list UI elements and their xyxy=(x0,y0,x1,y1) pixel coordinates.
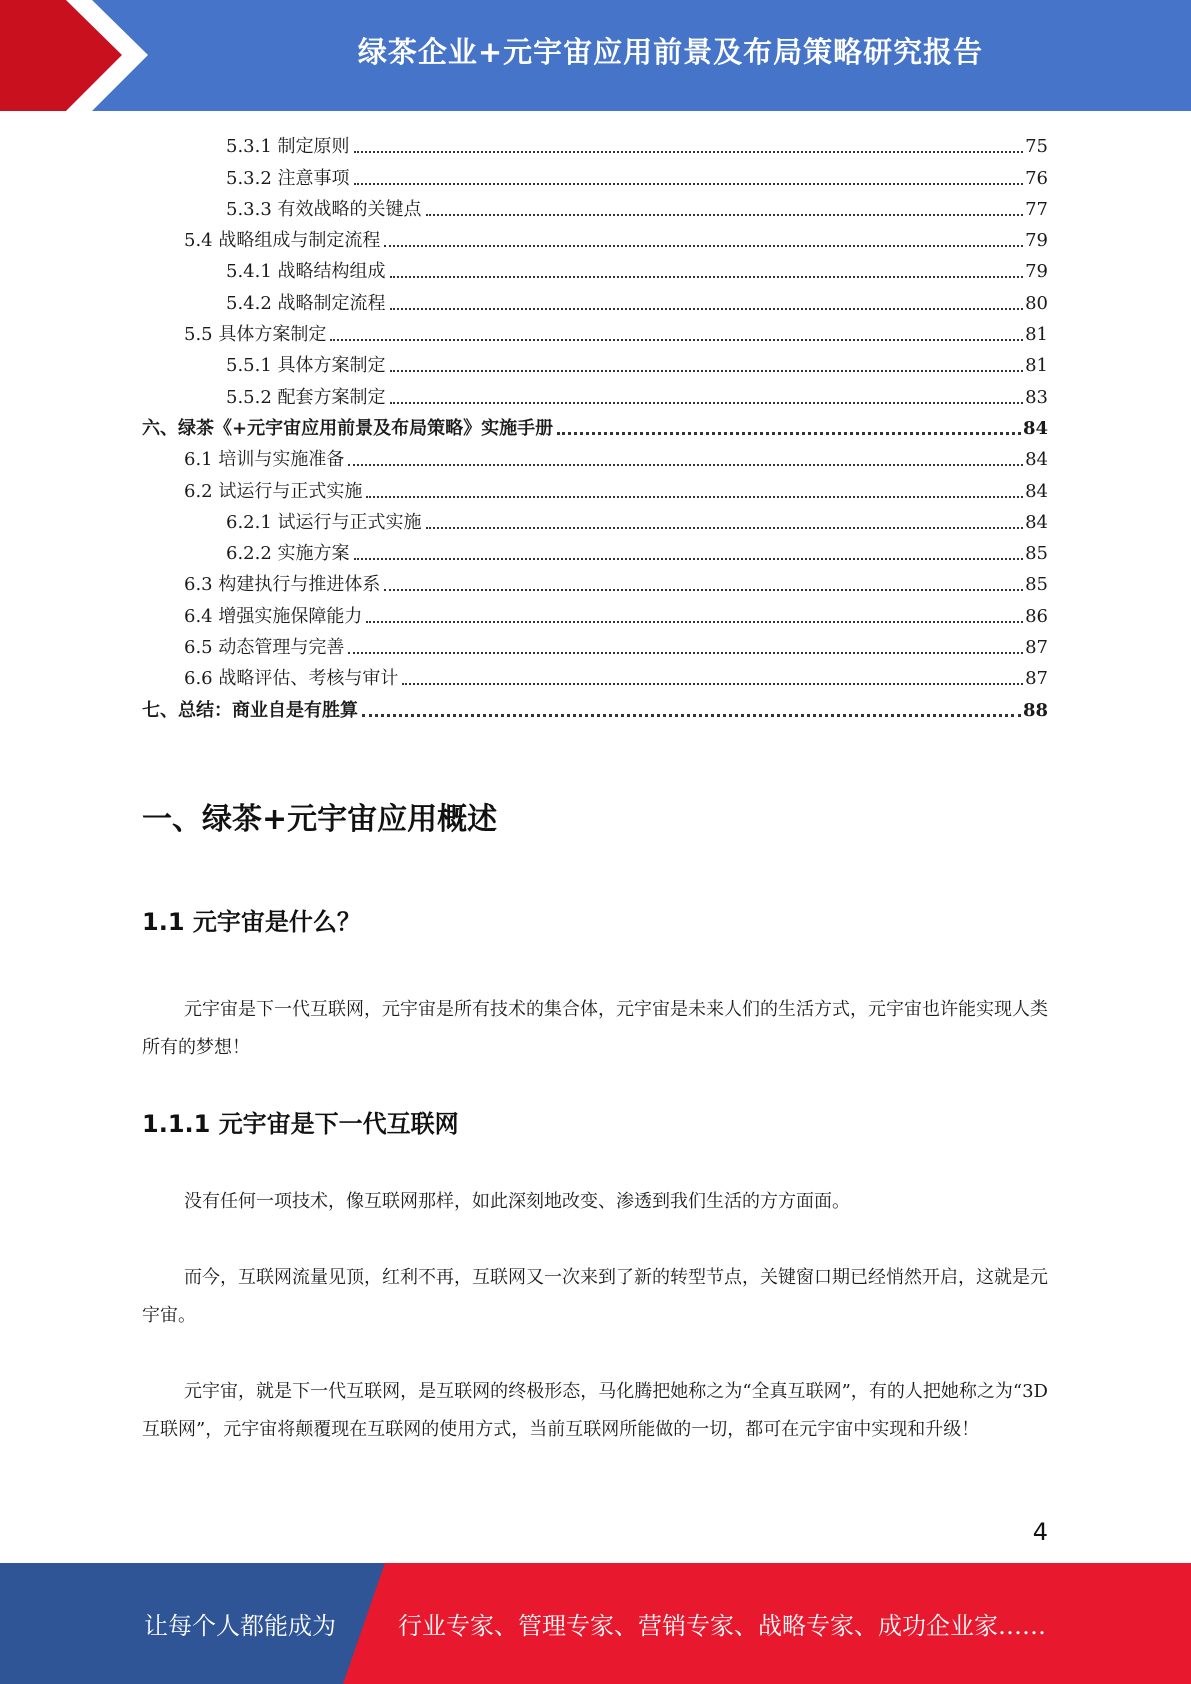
header-title: 绿茶企业+元宇宙应用前景及布局策略研究报告 xyxy=(357,35,984,69)
toc-entry-page: 76 xyxy=(1025,167,1048,189)
toc-entry-label: 6.2.2 实施方案 xyxy=(226,543,350,565)
toc-entry[interactable] xyxy=(142,628,1048,659)
toc-entry-label: 6.1 培训与实施准备 xyxy=(184,449,345,471)
toc-leader-dots xyxy=(354,558,1024,560)
toc-entry[interactable] xyxy=(142,377,1048,408)
toc-entry-label: 5.3.1 制定原则 xyxy=(226,136,350,158)
toc-entry-page: 77 xyxy=(1025,198,1048,220)
toc-entry[interactable] xyxy=(142,596,1048,627)
toc-leader-dots xyxy=(348,464,1023,466)
toc-entry-page: 80 xyxy=(1025,292,1048,314)
toc-entry-label: 5.4 战略组成与制定流程 xyxy=(184,230,381,252)
toc-entry-label: 6.3 构建执行与推进体系 xyxy=(184,574,381,596)
toc-entry-page: 87 xyxy=(1025,668,1048,690)
footer-slogan-left: 让每个人都能成为 xyxy=(144,1612,336,1640)
toc-entry-label: 6.6 战略评估、考核与审计 xyxy=(184,668,399,690)
toc-leader-dots xyxy=(362,714,1021,717)
toc-entry[interactable] xyxy=(142,315,1048,346)
chevron-arrow-icon xyxy=(0,0,160,111)
toc-entry[interactable] xyxy=(142,127,1048,158)
sub-subsection-heading: 1.1.1 元宇宙是下一代互联网 xyxy=(142,1110,459,1138)
paragraph-2: 没有任何一项技术，像互联网那样，如此深刻地改变、渗透到我们生活的方方面面。 xyxy=(184,1191,850,1212)
toc-entry-label: 6.4 增强实施保障能力 xyxy=(184,605,363,627)
toc-entry-label: 5.5.2 配套方案制定 xyxy=(226,386,386,408)
toc-entry[interactable] xyxy=(142,534,1048,565)
paragraph-4: 元宇宙，就是下一代互联网，是互联网的终极形态，马化腾把她称之为“全真互联网”，有的人把她称之为“3D 互联网”，元宇宙将颠覆现在互联网的使用方式，当前互联网所能做的一切，都可在元宇宙中实现和升级！ xyxy=(142,1381,1048,1440)
toc-leader-dots xyxy=(402,683,1023,685)
toc-entry[interactable] xyxy=(142,158,1048,189)
toc-leader-dots xyxy=(390,308,1024,310)
toc-leader-dots xyxy=(426,214,1024,216)
toc-entry[interactable] xyxy=(142,409,1048,440)
toc-entry[interactable] xyxy=(142,252,1048,283)
page-header xyxy=(0,0,1191,111)
toc-entry-page: 75 xyxy=(1025,136,1048,158)
toc-entry-page: 88 xyxy=(1022,699,1048,721)
toc-leader-dots xyxy=(384,245,1023,247)
toc-entry[interactable] xyxy=(142,659,1048,690)
toc-entry-page: 85 xyxy=(1025,574,1048,596)
toc-entry-label: 5.3.2 注意事项 xyxy=(226,167,350,189)
toc-entry[interactable] xyxy=(142,283,1048,314)
toc-entry-page: 86 xyxy=(1025,605,1048,627)
toc-entry[interactable] xyxy=(142,190,1048,221)
toc-entry-page: 79 xyxy=(1025,230,1048,252)
toc-leader-dots xyxy=(348,652,1023,654)
toc-entry-page: 81 xyxy=(1025,324,1048,346)
toc-entry-page: 84 xyxy=(1025,480,1048,502)
toc-entry[interactable] xyxy=(142,346,1048,377)
paragraph-1: 元宇宙是下一代互联网，元宇宙是所有技术的集合体，元宇宙是未来人们的生活方式，元宇宙也许能实现人类所有的梦想！ xyxy=(142,999,1048,1058)
page-footer xyxy=(0,1563,1191,1684)
toc-entry-page: 79 xyxy=(1025,261,1048,283)
toc-leader-dots xyxy=(366,496,1023,498)
toc-entry-label: 6.5 动态管理与完善 xyxy=(184,637,345,659)
toc-entry-label: 6.2.1 试运行与正式实施 xyxy=(226,511,422,533)
toc-entry-page: 84 xyxy=(1022,417,1048,439)
table-of-contents xyxy=(142,127,1048,722)
toc-leader-dots xyxy=(354,151,1024,153)
toc-entry-page: 84 xyxy=(1025,449,1048,471)
toc-entry-label: 5.4.2 战略制定流程 xyxy=(226,292,386,314)
subsection-heading: 1.1 元宇宙是什么？ xyxy=(142,908,361,936)
toc-entry-label: 六、绿茶《+元宇宙应用前景及布局策略》实施手册 xyxy=(142,417,554,439)
toc-leader-dots xyxy=(426,527,1024,529)
toc-leader-dots xyxy=(557,432,1021,435)
toc-entry-label: 七、总结：商业自是有胜算 xyxy=(142,699,358,721)
toc-entry-page: 81 xyxy=(1025,355,1048,377)
footer-slogan-right: 行业专家、管理专家、营销专家、战略专家、成功企业家…… xyxy=(398,1612,1046,1640)
toc-leader-dots xyxy=(390,276,1024,278)
toc-entry[interactable] xyxy=(142,565,1048,596)
paragraph-3: 而今，互联网流量见顶，红利不再，互联网又一次来到了新的转型节点，关键窗口期已经悄然开启，这就是元宇宙。 xyxy=(142,1267,1048,1326)
toc-entry[interactable] xyxy=(142,690,1048,721)
toc-entry[interactable] xyxy=(142,440,1048,471)
toc-entry-label: 5.5 具体方案制定 xyxy=(184,324,327,346)
section-heading: 一、绿茶+元宇宙应用概述 xyxy=(142,802,498,837)
toc-leader-dots xyxy=(384,589,1023,591)
toc-leader-dots xyxy=(354,183,1024,185)
toc-entry[interactable] xyxy=(142,471,1048,502)
toc-entry-label: 5.4.1 战略结构组成 xyxy=(226,261,386,283)
toc-leader-dots xyxy=(390,402,1024,404)
toc-entry-page: 87 xyxy=(1025,637,1048,659)
toc-leader-dots xyxy=(390,370,1024,372)
toc-entry[interactable] xyxy=(142,221,1048,252)
toc-leader-dots xyxy=(330,339,1023,341)
toc-entry-label: 5.3.3 有效战略的关键点 xyxy=(226,198,422,220)
toc-entry-label: 6.2 试运行与正式实施 xyxy=(184,480,363,502)
toc-entry-page: 83 xyxy=(1025,386,1048,408)
toc-entry-label: 5.5.1 具体方案制定 xyxy=(226,355,386,377)
toc-leader-dots xyxy=(366,621,1023,623)
toc-entry-page: 85 xyxy=(1025,543,1048,565)
page-number: 4 xyxy=(1032,1518,1048,1546)
toc-entry[interactable] xyxy=(142,503,1048,534)
toc-entry-page: 84 xyxy=(1025,511,1048,533)
